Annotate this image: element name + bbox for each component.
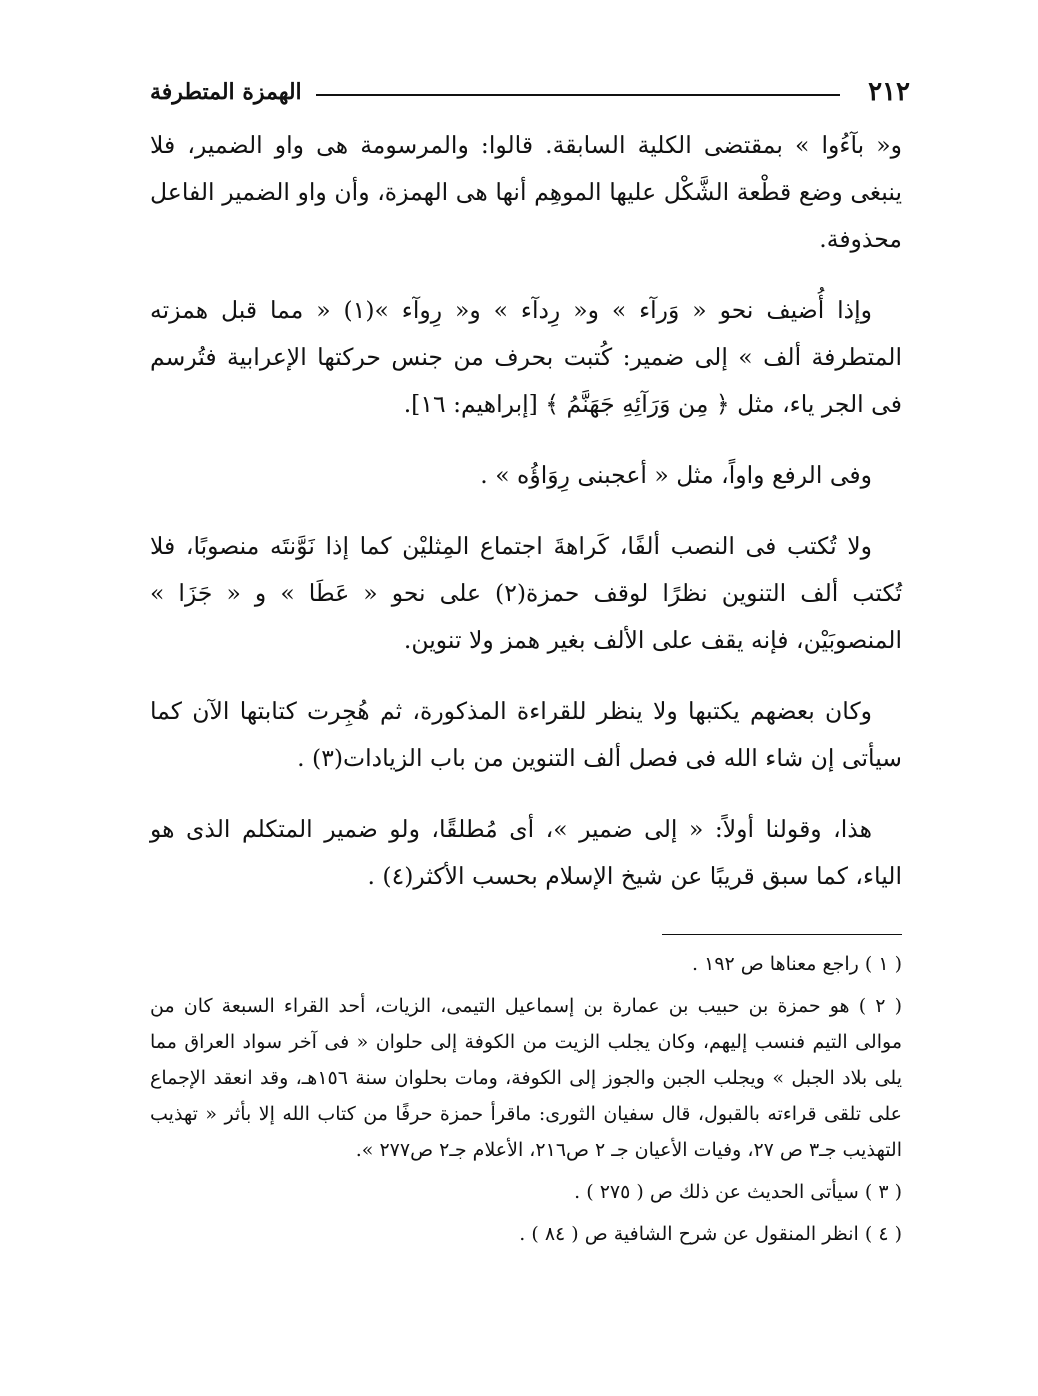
header-rule — [316, 94, 840, 96]
chapter-title: الهمزة المتطرفة — [150, 79, 302, 105]
main-text — [150, 122, 902, 924]
paragraph: و« بآءُوا » بمقتضى الكلية السابقة. قالوا: والمرسومة هى واو الضمير، فلا ينبغى وضع قطْعة الشَّكْل عليها الموهِم أنها هى الهمزة، وأن واو الضمير الفاعل محذوفة. — [150, 131, 902, 253]
footnotes — [150, 946, 902, 1258]
page-number: ٢١٢ — [868, 77, 910, 107]
footnote-separator — [662, 934, 902, 935]
footnote: ( ٣ ) سيأتى الحديث عن ذلك ص ( ٢٧٥ ) . — [574, 1181, 902, 1203]
footnote: ( ١ ) راجع معناها ص ١٩٢ . — [692, 953, 902, 975]
running-head — [150, 70, 910, 114]
paragraph: ولا تُكتب فى النصب ألفًا، كَراهةَ اجتماع المِثليْن كما إذا نَوَّنتَه منصوبًا، فلا تُكتب ألف التنوين نظرًا لوقف حمزة(٢) على نحو « عَطَا » و « جَزَا » المنصوبَيْن، فإنه يقف على الألف بغير همز ولا تنوين. — [150, 532, 902, 654]
footnote: ( ٤ ) انظر المنقول عن شرح الشافية ص ( ٨٤ ) . — [519, 1223, 902, 1245]
footnote: ( ٢ ) هو حمزة بن حبيب بن عمارة بن إسماعيل التيمى، الزيات، أحد القراء السبعة كان من موالى التيم فنسب إليهم، وكان يجلب الزيت من الكوفة إلى حلوان « فى آخر سواد العراق مما يلى بلاد الجبل » ويجلب الجبن والجوز إلى الكوفة، ومات بحلوان سنة ١٥٦هـ، وقد انعقد الإجماع على تلقى قراءته بالقبول، قال سفيان الثورى: ماقرأ حمزة حرفًا من كتاب الله إلا بأثر « تهذيب التهذيب جـ٣ ص ٢٧، وفيات الأعيان جـ ٢ ص٢١٦، الأعلام جـ٢ ص٢٧٧ ». — [150, 995, 903, 1161]
paragraph: وفى الرفع واواً، مثل « أعجبنى رِوَاؤُه » . — [480, 461, 872, 489]
paragraph: هذا، وقولنا أولاً: « إلى ضمير »، أى مُطلقًا، ولو ضمير المتكلم الذى هو الياء، كما سبق قريبًا عن شيخ الإسلام بحسب الأكثر(٤) . — [150, 815, 902, 890]
paragraph: وكان بعضهم يكتبها ولا ينظر للقراءة المذكورة، ثم هُجِرت كتابتها الآن كما سيأتى إن شاء الله فى فصل ألف التنوين من باب الزيادات(٣) . — [150, 697, 902, 772]
paragraph: وإذا أُضيف نحو « وَرآء » و« رِدآء » و« رِوآء »(١) « مما قبل همزته المتطرفة ألف » إلى ضمير: كُتبت بحرف من جنس حركتها الإعرابية فتُرسم فى الجر ياء، مثل ﴿ مِن وَرَآئِهِ جَهَنَّمُ ﴾ [إبراهيم: ١٦]. — [150, 296, 902, 418]
